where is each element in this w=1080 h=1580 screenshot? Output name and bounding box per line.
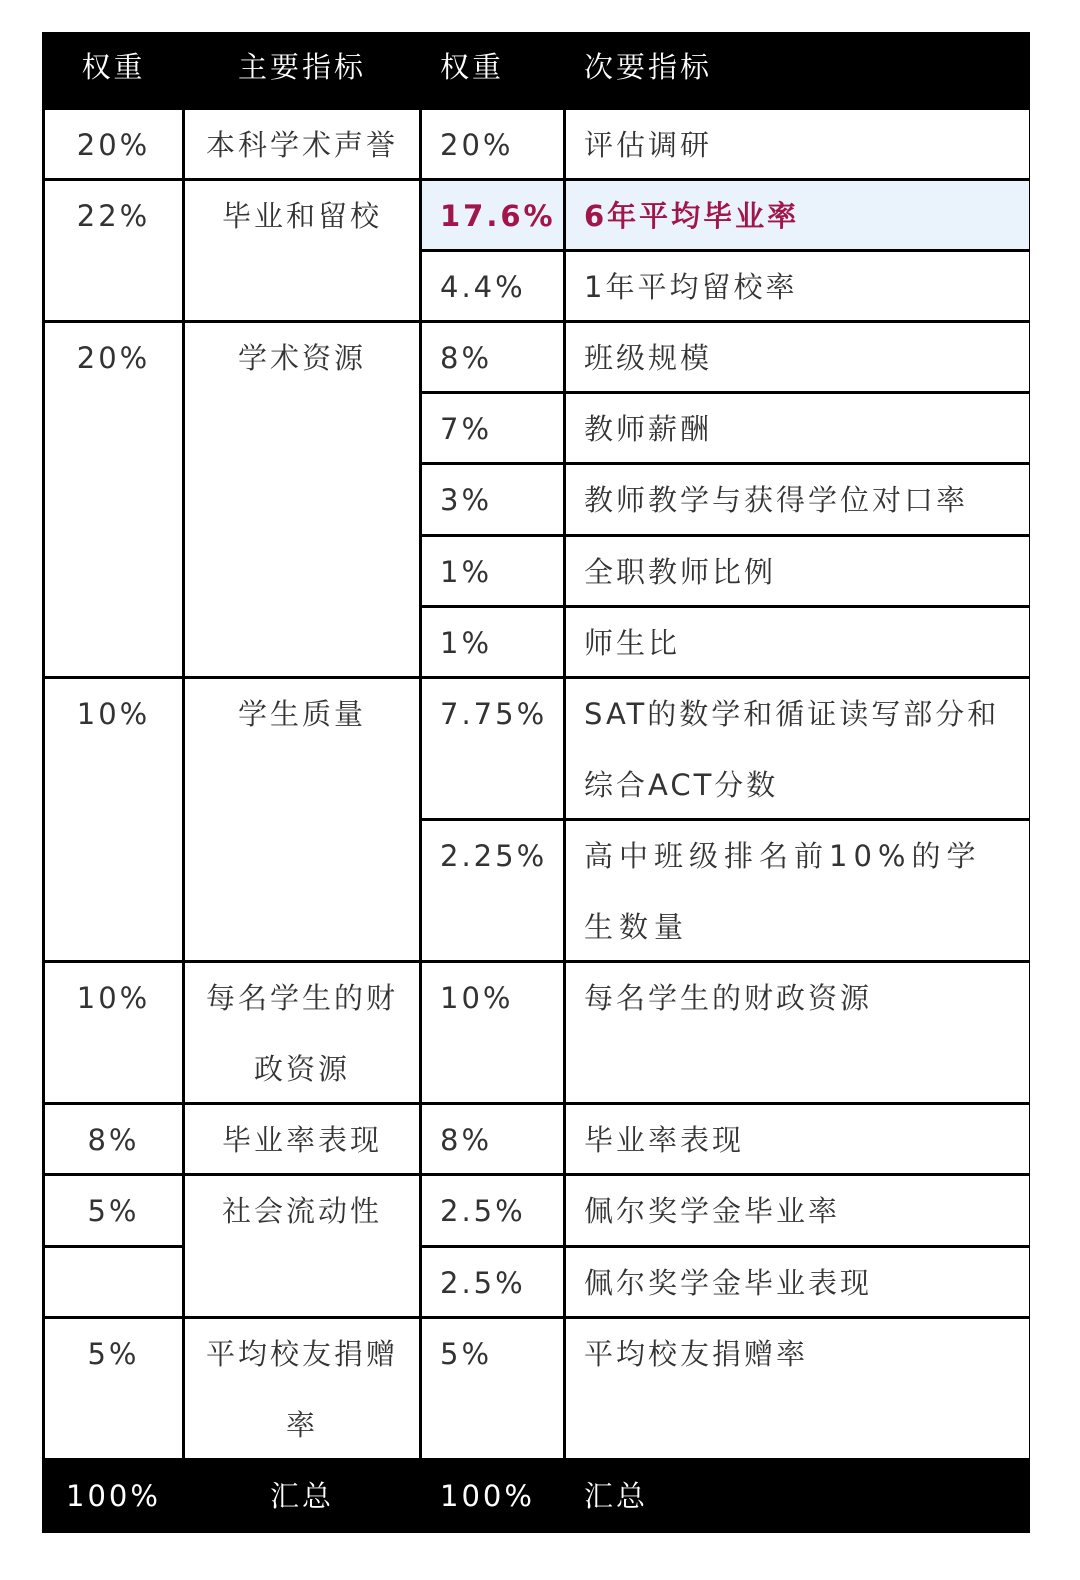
secondary-weight: 8% bbox=[422, 1105, 563, 1173]
primary-indicator: 平均校友捐赠率 bbox=[185, 1319, 419, 1458]
secondary-weight: 1% bbox=[422, 608, 563, 676]
secondary-weight: 20% bbox=[422, 110, 563, 178]
primary-indicator: 社会流动性 bbox=[185, 1176, 419, 1315]
secondary-indicator: 佩尔奖学金毕业表现 bbox=[566, 1248, 1029, 1316]
ranking-weights-table bbox=[42, 32, 1030, 1533]
total-weight: 100% bbox=[45, 1461, 182, 1533]
secondary-weight: 1% bbox=[422, 537, 563, 605]
header-primary-indicator: 主要指标 bbox=[185, 32, 419, 107]
secondary-weight: 3% bbox=[422, 465, 563, 533]
primary-weight: 20% bbox=[45, 323, 182, 675]
secondary-indicator: 平均校友捐赠率 bbox=[566, 1319, 1029, 1458]
secondary-weight: 2.5% bbox=[422, 1176, 563, 1244]
secondary-weight: 2.5% bbox=[422, 1248, 563, 1316]
primary-weight: 5% bbox=[45, 1176, 182, 1244]
primary-indicator: 毕业和留校 bbox=[185, 181, 419, 320]
secondary-weight: 7% bbox=[422, 394, 563, 462]
total-weight-2: 100% bbox=[422, 1461, 563, 1533]
secondary-weight: 2.25% bbox=[422, 821, 563, 960]
secondary-indicator: 每名学生的财政资源 bbox=[566, 963, 1029, 1102]
primary-weight: 22% bbox=[45, 181, 182, 320]
primary-weight: 8% bbox=[45, 1105, 182, 1173]
secondary-indicator: 师生比 bbox=[566, 608, 1029, 676]
header-weight-2: 权重 bbox=[422, 32, 563, 107]
primary-indicator: 毕业率表现 bbox=[185, 1105, 419, 1173]
secondary-weight: 4.4% bbox=[422, 252, 563, 320]
primary-weight: 10% bbox=[45, 679, 182, 960]
secondary-indicator: 高中班级排名前10%的学生数量 bbox=[566, 821, 1029, 960]
primary-indicator: 学生质量 bbox=[185, 679, 419, 960]
secondary-indicator: 教师教学与获得学位对口率 bbox=[566, 465, 1029, 533]
header-secondary-indicator: 次要指标 bbox=[566, 32, 1029, 107]
secondary-indicator: 评估调研 bbox=[566, 110, 1029, 178]
secondary-indicator: 毕业率表现 bbox=[566, 1105, 1029, 1173]
secondary-indicator: 班级规模 bbox=[566, 323, 1029, 391]
highlighted-secondary-weight: 17.6% bbox=[422, 181, 563, 249]
highlighted-secondary-indicator: 6年平均毕业率 bbox=[566, 181, 1029, 249]
secondary-indicator: 佩尔奖学金毕业率 bbox=[566, 1176, 1029, 1244]
total-label-2: 汇总 bbox=[566, 1461, 1029, 1533]
secondary-indicator: SAT的数学和循证读写部分和综合ACT分数 bbox=[566, 679, 1029, 818]
secondary-weight: 5% bbox=[422, 1319, 563, 1458]
primary-indicator: 本科学术声誉 bbox=[185, 110, 419, 178]
primary-indicator: 每名学生的财政资源 bbox=[185, 963, 419, 1102]
primary-weight: 10% bbox=[45, 963, 182, 1102]
secondary-indicator: 教师薪酬 bbox=[566, 394, 1029, 462]
primary-weight: 5% bbox=[45, 1319, 182, 1458]
empty-cell bbox=[45, 1248, 182, 1316]
secondary-weight: 10% bbox=[422, 963, 563, 1102]
secondary-indicator: 全职教师比例 bbox=[566, 537, 1029, 605]
secondary-weight: 7.75% bbox=[422, 679, 563, 818]
secondary-indicator: 1年平均留校率 bbox=[566, 252, 1029, 320]
header-weight: 权重 bbox=[45, 32, 182, 107]
primary-weight: 20% bbox=[45, 110, 182, 178]
total-label: 汇总 bbox=[185, 1461, 419, 1533]
primary-indicator: 学术资源 bbox=[185, 323, 419, 675]
secondary-weight: 8% bbox=[422, 323, 563, 391]
